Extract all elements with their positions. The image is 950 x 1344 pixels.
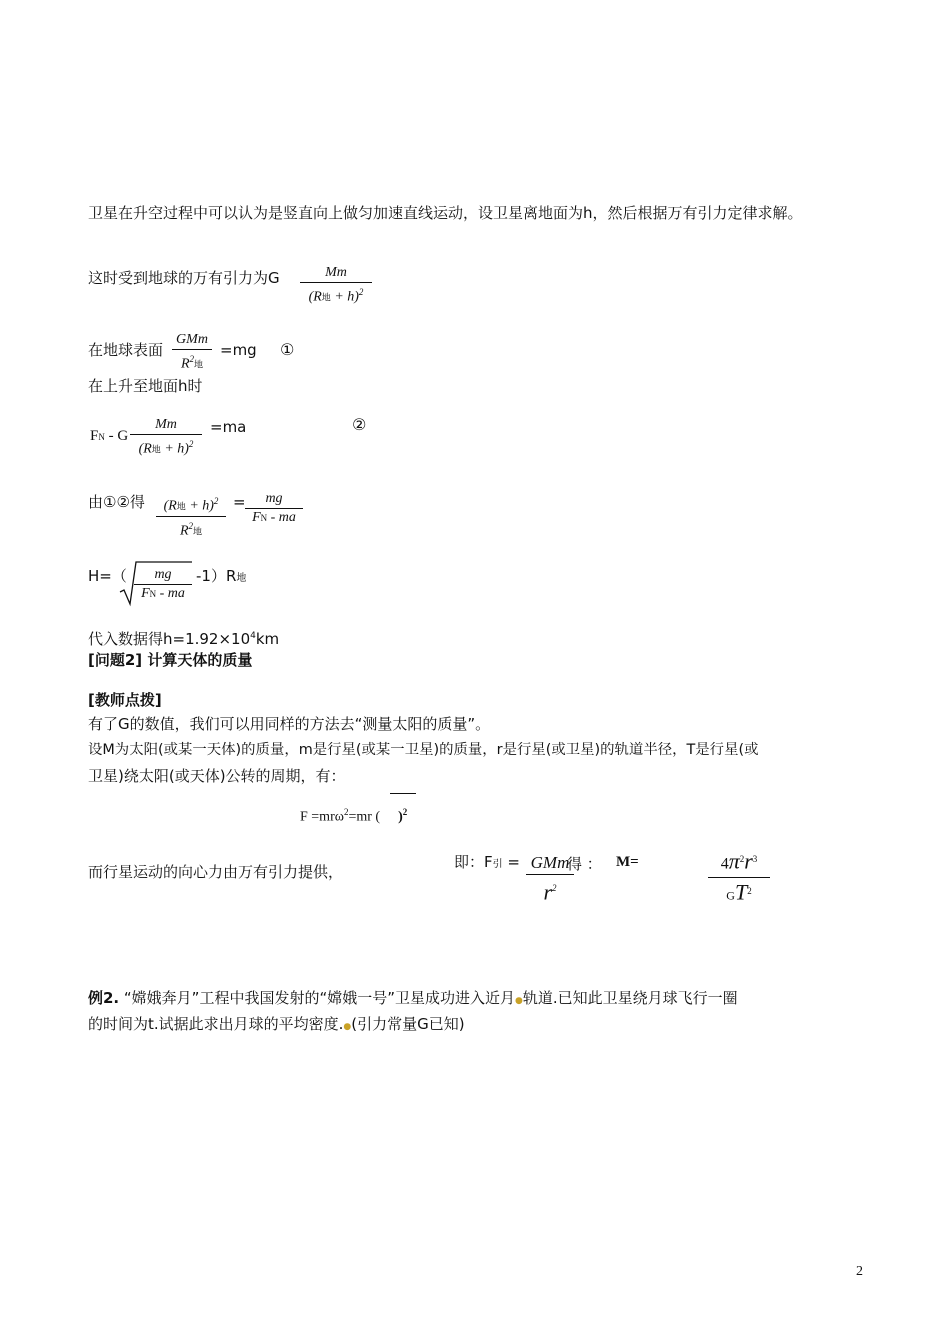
paragraph-definition-line1: 设M为太阳(或某一天体)的质量，m是行星(或某一卫星)的质量，r是行星(或卫星)的轨道半径，T是行星(或	[88, 742, 759, 758]
h-tail-sub: 地	[236, 573, 247, 584]
den-sub: 地	[194, 359, 204, 370]
den-part: + h)	[160, 441, 189, 457]
den-part: (R	[308, 289, 322, 305]
den-part: F	[141, 586, 150, 601]
result-line	[88, 626, 279, 649]
derive-label: 由①②得	[88, 493, 145, 511]
formula-close-sup: 2	[402, 807, 408, 817]
den-part: - ma	[267, 510, 296, 525]
centripetal-text: 而行星运动的向心力由万有引力提供，	[88, 863, 344, 881]
fraction-ratio	[156, 492, 226, 540]
fraction-denominator	[708, 878, 770, 910]
fraction-numerator: mg	[245, 490, 303, 509]
den-g: G	[726, 888, 735, 903]
den-sub: N	[260, 513, 268, 523]
formula-part: =mr (	[348, 809, 381, 825]
intro-paragraph: 卫星在升空过程中可以认为是竖直向上做匀加速直线运动，设卫星离地面为h，然后根据万有引力定律求解。	[88, 204, 803, 222]
paragraph-g-value: 有了G的数值，我们可以用同样的方法去“测量太阳的质量”。	[88, 715, 491, 733]
den-sub: 地	[193, 526, 203, 537]
fraction-numerator: Mm	[300, 264, 372, 283]
ji-eq: =	[502, 853, 520, 871]
dot-mark: ●	[515, 996, 523, 1006]
num-sup: 3	[752, 854, 758, 864]
fn-sub: N	[98, 432, 105, 442]
fraction-denominator	[156, 517, 226, 541]
formula-close: )	[398, 809, 403, 825]
example-text: (引力常量G已知)	[351, 1015, 465, 1033]
result-unit: km	[255, 630, 280, 648]
example-label: 例2.	[88, 989, 120, 1007]
num-r: r	[744, 848, 753, 874]
den-sup: 2	[747, 886, 752, 897]
h-tail	[196, 566, 246, 589]
fraction-numerator: GMm	[526, 852, 574, 875]
dot-mark: ●	[343, 1022, 352, 1032]
example-line2	[88, 1014, 465, 1037]
example-text: 轨道.已知此卫星绕月球飞行一圈	[522, 989, 738, 1007]
den-sub: 地	[151, 444, 161, 455]
h-label: H=（	[88, 567, 127, 585]
h-tail-text: -1）R	[196, 567, 237, 585]
fraction-denominator	[130, 435, 202, 459]
result-text: 代入数据得h=1.92×10	[88, 630, 251, 648]
teacher-title: [教师点拨]	[88, 691, 162, 709]
fraction-numerator: GMm	[172, 331, 212, 350]
den-sup: 2	[552, 883, 557, 893]
num-sup: 2	[213, 496, 219, 506]
fraction-surface	[172, 331, 212, 374]
den-sup: 2	[358, 287, 364, 297]
num-pi: π	[728, 848, 740, 874]
equals-sign: =	[233, 493, 246, 511]
den-part: F	[252, 510, 261, 525]
question-2-title: [问题2] 计算天体的质量	[88, 651, 253, 669]
fraction-denominator	[134, 585, 192, 603]
den-sup: 2	[188, 439, 194, 449]
ji-label	[454, 852, 520, 875]
equation-ma: =ma	[210, 418, 247, 436]
fraction-rise	[130, 416, 202, 459]
overline-mark	[390, 793, 416, 794]
fraction-denominator	[300, 283, 372, 307]
fn-rest: - G	[104, 428, 129, 444]
den-part: - ma	[156, 586, 185, 601]
surface-equation: =mg	[220, 341, 257, 359]
fraction-sqrt	[134, 566, 192, 603]
fraction-mass	[708, 846, 770, 910]
ji-text: 即：F	[454, 853, 493, 871]
result-sup: 4	[250, 631, 256, 641]
fraction-denominator	[526, 875, 574, 905]
page-number: 2	[856, 1264, 863, 1279]
fraction-numerator: mg	[134, 566, 192, 585]
example-line1	[88, 988, 738, 1011]
den-sub: N	[149, 589, 157, 599]
surface-label: 在地球表面	[88, 341, 164, 359]
marker-two: ②	[352, 415, 367, 434]
den-t: T	[734, 879, 748, 905]
fn-symbol: F	[90, 428, 99, 444]
rise-label: 在上升至地面h时	[88, 377, 203, 395]
force-label: 这时受到地球的万有引力为G	[88, 269, 280, 287]
de-label: 得 ：	[567, 855, 602, 873]
example-text: “嫦娥奔月”工程中我国发射的“嫦娥一号”卫星成功进入近月	[119, 989, 515, 1007]
example-text: 的时间为t.试据此求出月球的平均密度.	[88, 1015, 344, 1033]
den-sub: 地	[321, 292, 331, 303]
den-part: + h)	[330, 289, 359, 305]
fraction-numerator	[156, 492, 226, 517]
fraction-denominator	[172, 350, 212, 374]
formula-sup: 2	[343, 807, 349, 817]
marker-one: ①	[280, 340, 295, 359]
paragraph-definition-line2: 卫星)绕太阳(或天体)公转的周期，有：	[88, 767, 346, 785]
fn-expression	[90, 426, 128, 447]
den-part: R	[179, 523, 189, 539]
fraction-numerator	[708, 846, 770, 878]
num-part: (R	[163, 498, 177, 514]
mass-label: M=	[616, 854, 639, 870]
fraction-numerator: Mm	[130, 416, 202, 435]
formula-part: F =mrω	[300, 809, 344, 825]
den-part: (R	[138, 441, 152, 457]
den-sup: 2	[188, 520, 194, 531]
num-sup: 2	[739, 854, 745, 864]
fraction-gravity	[300, 264, 372, 307]
den-part: R	[180, 356, 190, 372]
den-sup: 2	[189, 354, 195, 364]
fraction-denominator	[245, 509, 303, 527]
ji-sub: 引	[492, 859, 503, 870]
fraction-mg	[245, 490, 303, 527]
num-part: + h)	[185, 498, 214, 514]
num-part: 4	[720, 855, 729, 873]
centripetal-formula	[300, 802, 407, 828]
num-sub: 地	[176, 501, 186, 512]
den-part: r	[543, 879, 553, 905]
